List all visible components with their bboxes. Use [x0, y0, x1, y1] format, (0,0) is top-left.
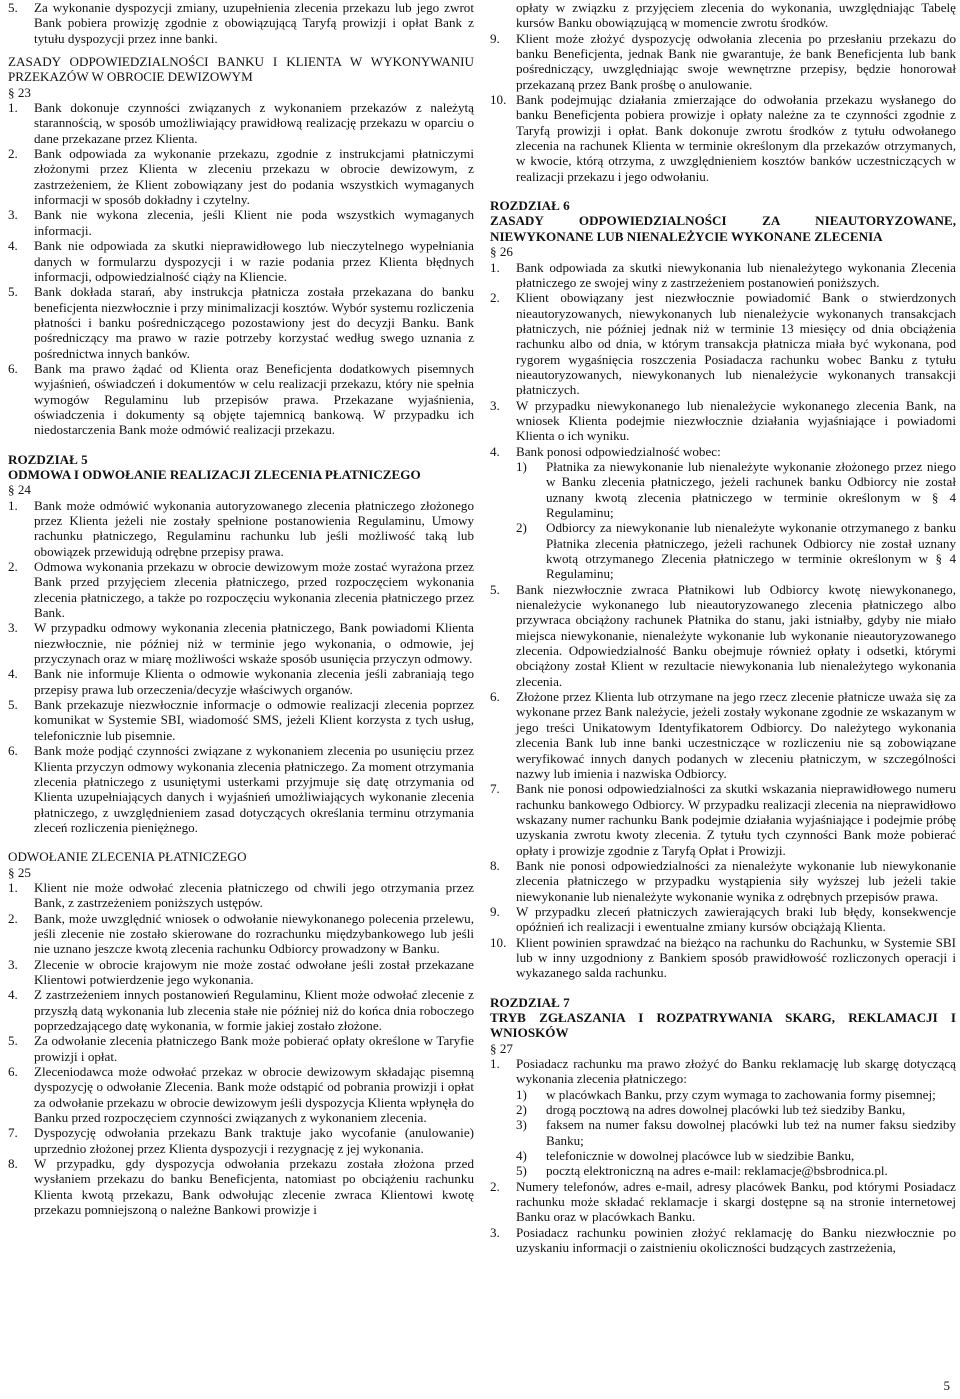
list-item [490, 689, 956, 781]
item-text: Bank podejmując działania zmierzające do odwołania przekazu wysłanego do banku Beneficjenta pobiera prowizje i opłaty należne za te czynności zgodnie z Taryfą prowizji i opłat. Bank dokonuje zwrotu środków z tytułu odwołanego zlecenia na rachunek Klienta w terminie określonym dla przekazów otrzymanych, w kwocie, którą otrzyma, z uwzględnieniem kosztów banków uczestniczących w realizacji przekazu i jego odwołaniu. [516, 92, 956, 184]
sub-list-item [516, 459, 956, 520]
item-number: 6. [8, 1064, 18, 1080]
item-number: 3. [8, 207, 18, 223]
chapter-7-label: ROZDZIAŁ 7 [490, 994, 570, 1010]
item-number: 4. [8, 666, 18, 682]
list-item [490, 582, 956, 689]
list-item [8, 146, 474, 207]
item-number: 3. [490, 1224, 500, 1240]
section-24: § 24 [8, 482, 31, 498]
right-column [490, 0, 956, 1256]
list-item [8, 620, 474, 666]
item-number: 10. [490, 92, 507, 108]
item-text: Bank nie odpowiada za skutki nieprawidłowego lub nieczytelnego wypełniania danych w formularzu dyspozycji i w razie podania przez Klienta błędnych informacji, odpowiedzialność ciąży na Kliencie. [34, 238, 474, 284]
list-item [490, 398, 956, 444]
list-item [490, 444, 956, 459]
item-number: 5. [490, 581, 500, 597]
item-number: 3. [490, 397, 500, 413]
item-text: Odmowa wykonania przekazu w obrocie dewizowym może zostać wyrażona przez Bank przed przyjęciem zlecenia płatniczego, przed rozpoczęciem wykonania zlecenia płatniczego, a także po rozpoczęciu wykonania zlecenia płatniczego przez Bank. [34, 559, 474, 621]
item-text: Bank odpowiada za wykonanie przekazu, zgodnie z instrukcjami płatniczymi złożonymi przez Klienta w zleceniu przekazu w obrocie dewizowym, z zastrzeżeniem, że Klient zobowiązany jest do podania wszystkich wymaganych informacji w sposób dokładny i czytelny. [34, 146, 474, 208]
item-number: 1) [516, 1086, 527, 1102]
list-item [8, 697, 474, 743]
item-text: Bank, może uwzględnić wniosek o odwołanie niewykonanego polecenia przelewu, jeśli zlecenie nie zostało skierowane do rozrachunku międzybankowego lub jeśli nie uznano jeszcze kwotą zlecenia rachunku Odbiorcy prowadzony w Banku. [34, 910, 474, 957]
item-text: Bank dokonuje czynności związanych z wykonaniem przekazów z należytą starannością, w sposób umożliwiający prawidłową realizację przekazu w oparciu o dane przekazane przez Klienta. [34, 100, 474, 146]
item-text: Posiadacz rachunku ma prawo złożyć do Banku reklamację lub skargę dotyczącą wykonania zlecenia płatniczego: [516, 1056, 956, 1087]
item-number: 8. [490, 857, 500, 873]
item-text: Klient nie może odwołać zlecenia płatniczego od chwili jego otrzymania przez Bank, z zastrzeżeniem poniższych ustępów. [34, 879, 474, 911]
item-text: faksem na numer faksu dowolnej placówki lub też na numer faksu siedziby Banku; [546, 1117, 956, 1148]
item-number: 5. [8, 284, 18, 300]
section-26-items-more [490, 582, 956, 981]
item-number: 2) [516, 520, 527, 536]
left-column [8, 0, 474, 1217]
item-text: Numery telefonów, adres e-mail, adresy placówek Banku, pod którymi Posiadacz rachunku może składać reklamacje i skargi dostępne są na stronie internetowej Banku oraz w placówkach Banku. [516, 1178, 956, 1225]
sub-list-item [516, 1163, 956, 1178]
item-number: 1. [490, 259, 500, 275]
item-text: Odbiorcy za niewykonanie lub nienależyte wykonanie otrzymanego z banku Płatnika zlecenia płatniczego, jeżeli rachunek Odbiorcy nie został uznany kwotą otrzymanego Zlecenia płatniczego w terminie określonym w § 4 Regulaminu; [546, 520, 956, 582]
item-number: 7. [8, 1125, 18, 1141]
list-item [490, 290, 956, 397]
item-text: W przypadku niewykonanego lub nienależycie wykonanego zlecenia Bank, na wniosek Klienta podejmie niezwłocznie działania wyjaśniające i powiadomi Klienta o ich wyniku. [516, 397, 956, 444]
item-number: 1) [516, 458, 527, 474]
item-number: 4. [8, 987, 18, 1003]
list-item [490, 858, 956, 904]
item-text: Bank nie wykona zlecenia, jeśli Klient nie poda wszystkich wymaganych informacji. [34, 207, 474, 238]
item-number: 10. [490, 934, 507, 950]
sub-list-item [516, 520, 956, 581]
list-item [8, 1156, 474, 1217]
section-24-items [8, 498, 474, 836]
item-text: Bank nie ponosi odpowiedzialności za skutki wskazania nieprawidłowego numeru rachunku bankowego Odbiorcy. W przypadku realizacji zlecenia na nieprawidłowo wskazany numer rachunku Bank podejmie działania wyjaśniające i podejmie próbę uzyskania zwrotu kwoty zlecenia. Z tytułu tych czynności Bank może pobierać opłaty i prowizje zgodnie z Taryfą Opłat i Prowizji. [516, 781, 956, 858]
heading-revocation: ODWOŁANIE ZLECENIA PŁATNICZEGO [8, 849, 247, 865]
list-item [490, 260, 956, 291]
list-item [8, 666, 474, 697]
item-text: Zlecenie w obrocie krajowym nie może zostać odwołane jeśli został przekazane Klientowi potwierdzenie jego wykonania. [34, 956, 474, 987]
list-item [8, 880, 474, 911]
list-item [490, 31, 956, 92]
list-item [8, 0, 474, 46]
section-25-items-continued [490, 31, 956, 184]
list-item [8, 498, 474, 559]
section-23-items [8, 100, 474, 438]
list-item [8, 911, 474, 957]
item-number: 9. [490, 30, 500, 46]
list-item [490, 1179, 956, 1225]
section-27-subitems [490, 1087, 956, 1179]
item-text: W przypadku zleceń płatniczych zawierających braki lub błędy, konsekwencje opóźnień ich realizacji i ewentualne zmiany kursów obciążają Klienta. [516, 903, 956, 935]
section-25-items [8, 880, 474, 1218]
intro-items [8, 0, 474, 46]
item-number: 1. [8, 879, 18, 895]
item-text: Dyspozycję odwołania przekazu Bank traktuje jako wycofanie (anulowanie) uprzednio złożonej przez Klienta dyspozycji i rezygnację z jej wykonania. [34, 1125, 474, 1156]
section-27-items [490, 1056, 956, 1087]
item-text: drogą pocztową na adres dowolnej placówki lub też siedziby Banku, [546, 1102, 906, 1118]
list-item [8, 559, 474, 620]
item-number: 2. [8, 146, 18, 162]
item-text: Bank odpowiada za skutki niewykonania lub nienależytego wykonania Zlecenia płatniczego ze swojej winy z zastrzeżeniem postanowień poniższych. [516, 259, 956, 290]
item-text: W przypadku, gdy dyspozycja odwołania przekazu została złożona przed wysłaniem przekazu do banku Beneficjenta, natomiast po obciążeniu rachunku Klienta kwotą przekazu, Bank odwołując zlecenie zwraca Klientowi kwotę przekazu pomniejszoną o należne Bankowi prowizje i [34, 1156, 474, 1218]
sub-list-item [516, 1087, 956, 1102]
section-26: § 26 [490, 244, 513, 260]
list-item [490, 904, 956, 935]
item-text: Bank przekazuje niezwłocznie informacje o odmowie realizacji zlecenia poprzez komunikat w Systemie SBI, wiadomość SMS, jeżeli Klient korzysta z tych usług, telefonicznie lub pisemnie. [34, 697, 474, 743]
item-number: 2. [8, 559, 18, 575]
heading-liability-transfers: ZASADY ODPOWIEDZIALNOŚCI BANKU I KLIENTA W WYKONYWANIU PRZEKAZÓW W OBROCIE DEWIZOWYM [8, 54, 474, 85]
list-item [8, 207, 474, 238]
list-item [8, 743, 474, 835]
item-text: Klient powinien sprawdzać na bieżąco na rachunku do Rachunku, w Systemie SBI lub w inny uzgodniony z Bankiem sposób prawidłowość rozliczonych operacji i wykazanego salda rachunku. [516, 934, 956, 981]
item-number: 4) [516, 1148, 527, 1164]
item-number: 5. [8, 1033, 18, 1049]
item-text: Zleceniodawca może odwołać przekaz w obrocie dewizowym składając pisemną dyspozycję o odwołanie Zlecenia. Bank może odstąpić od pobrania prowizji i opłat za odwołanie przekazu w obrocie dewizowym jeśli dyspozycja Klienta wpłynęła do Banku przed rozpoczęciem czynności związanych z wykonaniem zlecenia. [34, 1064, 474, 1126]
section-26-items [490, 260, 956, 459]
item-number: 8. [8, 1156, 18, 1172]
item-text: Klient obowiązany jest niezwłocznie powiadomić Bank o stwierdzonych nieautoryzowanych, niewykonanych lub nienależycie wykonanych transakcjach płatniczych, nie później jednak niż w terminie 13 miesięcy od dnia obciążenia rachunku albo od dnia, w którym transakcja płatnicza miała być wykonana, pod rygorem wygaśnięcia roszczenia Posiadacza rachunku wobec Banku z tytułu nieautoryzowanych, niewykonanych lub nienależycie wykonanych transakcji płatniczych. [516, 290, 956, 398]
list-item [8, 1033, 474, 1064]
section-23: § 23 [8, 84, 31, 100]
list-item [8, 1125, 474, 1156]
list-item [8, 1064, 474, 1125]
item-number: 9. [490, 903, 500, 919]
item-text: Bank ponosi odpowiedzialność wobec: [516, 443, 721, 459]
list-item [8, 361, 474, 438]
item-text: Posiadacz rachunku powinien złożyć reklamację do Banku niezwłocznie po uzyskaniu informacji o zaistnieniu okoliczności budzących zastrzeżenia, [516, 1224, 956, 1256]
item-number: 4. [8, 238, 18, 254]
item-text: Klient może złożyć dyspozycję odwołania zlecenia po przesłaniu przekazu do banku Beneficjenta, jednak Bank nie gwarantuje, że bank Beneficjenta lub bank pośredniczący, uwzględniając swoje wewnętrzne przepisy, będzie honorował przekazaną przez Bank prośbę o anulowanie. [516, 30, 956, 92]
item-text: Bank nie informuje Klienta o odmowie wykonania zlecenia jeśli zabraniają tego przepisy prawa lub orzeczenia/decyzje właściwych organów. [34, 666, 474, 697]
item-number: 3. [8, 956, 18, 972]
item-text: Płatnika za niewykonanie lub nienależyte wykonanie złożonego przez niego w Banku zlecenia płatniczego, jeżeli rachunek banku Odbiorcy nie został uznany kwotą zlecenia płatniczego w terminie określonym w § 4 Regulaminu; [546, 458, 956, 520]
item-text: pocztą elektroniczną na adres e-mail: reklamacje@bsbrodnica.pl. [546, 1163, 888, 1179]
item-number: 1. [8, 100, 18, 116]
chapter-5-title: ODMOWA I ODWOŁANIE REALIZACJI ZLECENIA PŁATNICZEGO [8, 466, 421, 482]
list-item [8, 238, 474, 284]
item-text: Bank dokłada starań, aby instrukcja płatnicza została przekazana do banku beneficjenta niezwłocznie i przy minimalizacji kosztów. Wybór systemu rozliczenia płatności i banku pośredniczącego pozostawiony jest do decyzji Banku. Bank pośredniczący ma prawo w razie potrzeby korzystać według swego uznania z pośrednictwa innych banków. [34, 284, 474, 361]
item-number: 7. [490, 781, 500, 797]
list-item [490, 92, 956, 184]
item-text: Za wykonanie dyspozycji zmiany, uzupełnienia zlecenia przekazu lub jego zwrot Bank pobiera prowizję zgodnie z obowiązującą Taryfą prowizji i opłat Bank z tytułu dyspozycji przez inne banki. [34, 0, 474, 46]
list-item [8, 284, 474, 361]
item-number: 2) [516, 1102, 527, 1118]
item-number: 5. [8, 697, 18, 713]
list-item [8, 957, 474, 988]
list-item [8, 987, 474, 1033]
item-text: Z zastrzeżeniem innych postanowień Regulaminu, Klient może odwołać zlecenie z przyszłą datą wykonania lub zlecenia stałe nie później niż do końca dnia roboczego poprzedzającego datę wykonania, w formie jakiej zostało złożone. [34, 987, 474, 1033]
item-number: 6. [8, 743, 18, 759]
item-number: 2. [8, 910, 18, 926]
list-item [490, 1056, 956, 1087]
item-number: 2. [490, 1178, 500, 1194]
list-item [490, 1225, 956, 1256]
list-item [8, 100, 474, 146]
item-number: 6. [490, 689, 500, 705]
sub-list-item [516, 1117, 956, 1148]
item-text: Bank ma prawo żądać od Klienta oraz Beneficjenta dodatkowych pisemnych wyjaśnień, oświadczeń i dokumentów w celu realizacji przekazu, który nie spełnia wymogów Regulaminu lub przepisów prawa. Przekazane wyjaśnienia, oświadczenia i dokumenty są objęte tajemnicą bankową. W przypadku ich niedostarczenia Bank może odmówić realizacji przekazu. [34, 360, 474, 438]
item-number: 3. [8, 620, 18, 636]
item-number: 5) [516, 1163, 527, 1179]
page-number: 5 [943, 1378, 950, 1393]
item-number: 6. [8, 360, 18, 376]
section-27: § 27 [490, 1040, 513, 1056]
item-text: w placówkach Banku, przy czym wymaga to zachowania formy pisemnej; [546, 1086, 936, 1102]
sub-list-item [516, 1102, 956, 1117]
section-26-subitems [490, 459, 956, 582]
section-25: § 25 [8, 864, 31, 880]
item-text: Bank może odmówić wykonania autoryzowanego zlecenia płatniczego złożonego przez Klienta jeżeli nie zostały spełnione postanowienia Regulaminu, Umowy rachunku płatniczego, Regulaminu rachunku lub jeśli możliwość taką lub obowiązek przewidują odrębne przepisy prawa. [34, 497, 474, 559]
item-number: 3) [516, 1117, 527, 1133]
section-27-items-more [490, 1179, 956, 1256]
item-number: 4. [490, 443, 500, 459]
chapter-6-label: ROZDZIAŁ 6 [490, 198, 570, 214]
item-text: Bank nie ponosi odpowiedzialności za nienależyte wykonanie lub niewykonanie zlecenia płatniczego w przypadku wystąpienia siły wyższej lub jeżeli takie niewykonanie lub nienależyte wykonanie wynika z odrębnych przepisów prawa. [516, 857, 956, 904]
item-text: Bank może podjąć czynności związane z wykonaniem zlecenia po usunięciu przez Klienta przyczyn odmowy wykonania zlecenia płatniczego. Za moment otrzymania zlecenia płatniczego z usuniętymi usterkami przyjmuje się datę otrzymania od Klienta uzupełniających danych i wyjaśnień umożliwiających wykonanie zlecenia płatniczego, z uwzględnieniem zasad dotyczących określania terminu otrzymania zleceń rozliczenia pieniężnego. [34, 743, 474, 835]
item-text: telefonicznie w dowolnej placówce lub w siedzibie Banku, [546, 1148, 855, 1164]
item-number: 5. [8, 0, 18, 15]
chapter-6-title: ZASADY ODPOWIEDZIALNOŚCI ZA NIEAUTORYZOWANE, NIEWYKONANE LUB NIENALEŻYCIE WYKONANE ZLECENIA [490, 213, 956, 244]
chapter-5-label: ROZDZIAŁ 5 [8, 451, 88, 467]
item-number: 1. [490, 1056, 500, 1072]
item-number: 2. [490, 290, 500, 306]
continuation-text: opłaty w związku z przyjęciem zlecenia do wykonania, uwzględniając Tabelę kursów Banku obowiązującą w momencie zwrotu środków. [516, 0, 956, 31]
list-item [490, 781, 956, 858]
item-number: 1. [8, 497, 18, 513]
item-text: Za odwołanie zlecenia płatniczego Bank może pobierać opłaty określone w Taryfie prowizji i opłat. [34, 1033, 474, 1064]
item-text: W przypadku odmowy wykonania zlecenia płatniczego, Bank powiadomi Klienta niezwłocznie, nie później niż w terminie jego wykonania, o odmowie, jej przyczynach oraz w miarę możliwości wskaże sposób usunięcia przyczyn odmowy. [34, 620, 474, 667]
list-item [490, 935, 956, 981]
item-text: Złożone przez Klienta lub otrzymane na jego rzecz zlecenie płatnicze uważa się za wykonane przez Bank należycie, jeżeli zostały wykonane zgodnie ze wskazanym w jego treści Unikatowym Identyfikatorem Odbiorcy. Do należytego wykonania zlecenia Bank lub inne banki uczestniczące w rozliczeniu nie są zobowiązane weryfikować innych danych podanych w zleceniu płatniczym, w szczególności nazwy lub imienia i nazwiska Odbiorcy. [516, 689, 956, 781]
chapter-7-title: TRYB ZGŁASZANIA I ROZPATRYWANIA SKARG, REKLAMACJI I WNIOSKÓW [490, 1010, 956, 1041]
sub-list-item [516, 1148, 956, 1163]
item-text: Bank niezwłocznie zwraca Płatnikowi lub Odbiorcy kwotę niewykonanego, nienależycie wykonanego lub nieautoryzowanego zlecenia płatniczego albo przywraca obciążony rachunek Płatnika do stanu, jaki istniałby, gdyby nie miało miejsca niewykonanie, nienależyte wykonanie lub wykonanie nieautoryzowanego zlecenia. Odpowiedzialność Banku obejmuje również opłaty i odsetki, którymi obciążony został Klient w rezultacie niewykonania lub nienależytego wykonania zlecenia. [516, 581, 956, 689]
